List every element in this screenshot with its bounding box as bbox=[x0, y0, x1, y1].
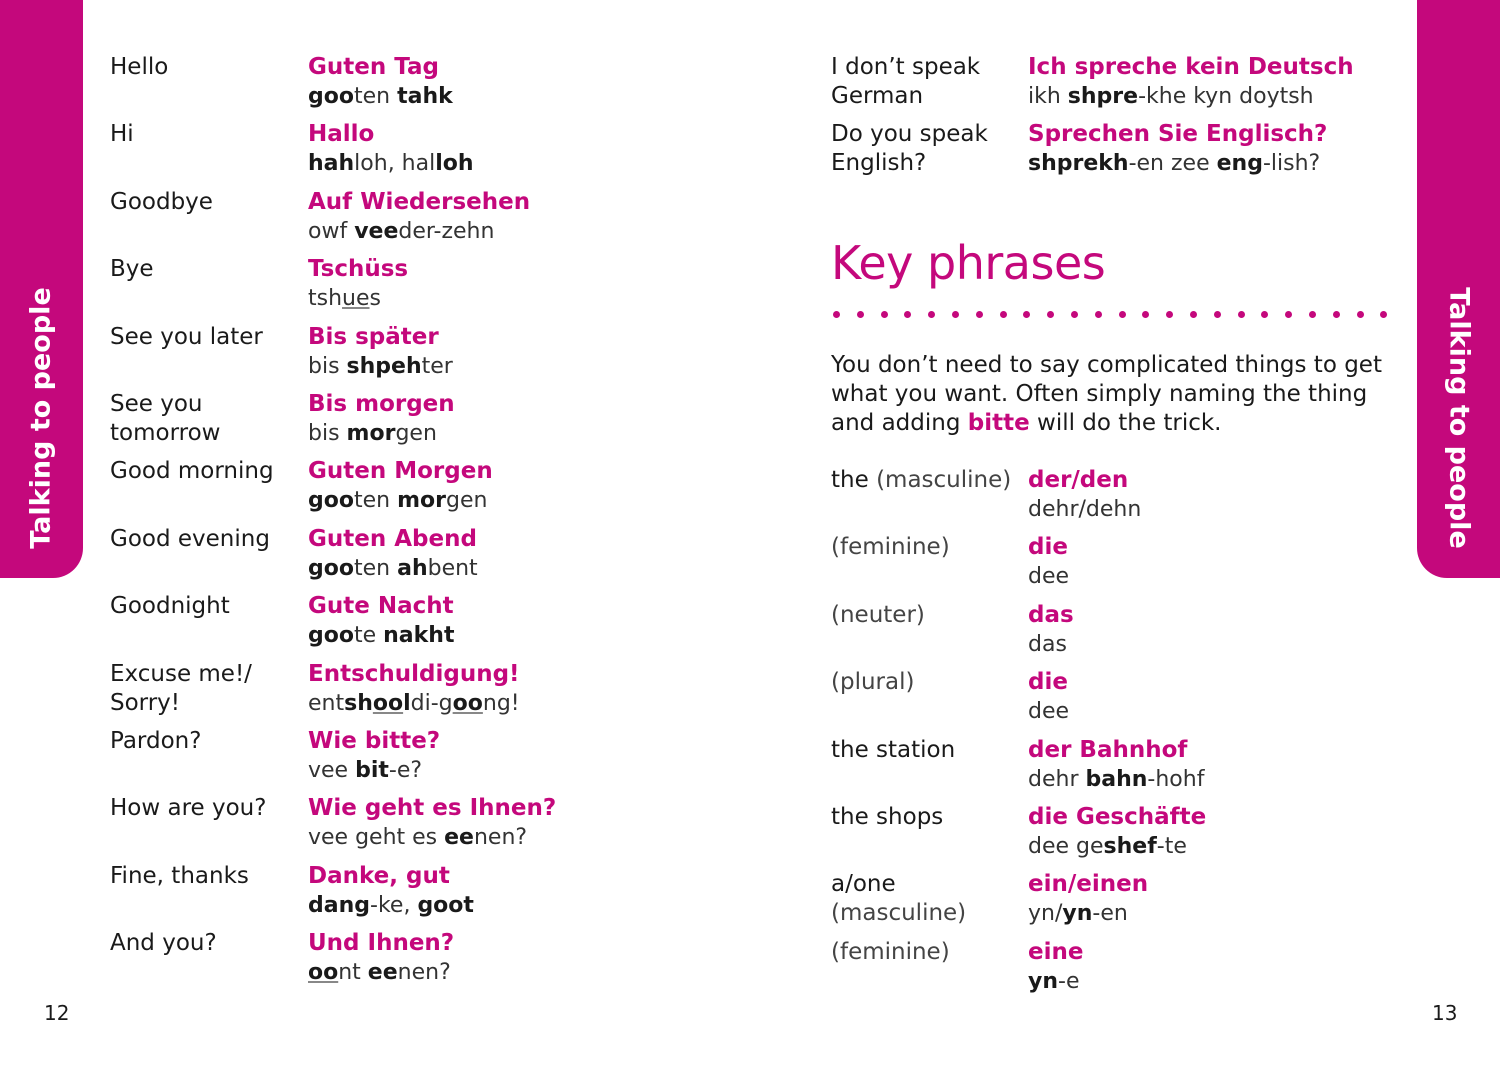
english-phrase: Do you speak bbox=[831, 121, 988, 148]
english-phrase: the (masculine) bbox=[831, 467, 1012, 493]
divider-dot bbox=[857, 311, 864, 318]
pronunciation: dee geshef-te bbox=[1028, 834, 1187, 859]
german-phrase: ein/einen bbox=[1028, 871, 1149, 898]
german-phrase: Bis morgen bbox=[308, 391, 455, 417]
intro-paragraph bbox=[831, 351, 1391, 438]
divider-dot bbox=[952, 311, 959, 318]
english-phrase: (neuter) bbox=[831, 601, 925, 628]
intro-highlight: bitte bbox=[967, 410, 1030, 436]
english-phrase: Pardon? bbox=[110, 728, 202, 754]
section-title: Key phrases bbox=[831, 236, 1106, 290]
english-phrase: I don’t speak bbox=[831, 54, 981, 80]
english-phrase: Hi bbox=[110, 121, 134, 148]
pronunciation: gooten morgen bbox=[308, 488, 488, 514]
divider-dot bbox=[1190, 311, 1197, 318]
english-phrase: the shops bbox=[831, 804, 944, 830]
english-phrase: Excuse me!/ bbox=[110, 660, 252, 687]
english-phrase: German bbox=[831, 83, 924, 109]
german-phrase: Wie geht es Ihnen? bbox=[308, 795, 557, 822]
german-phrase: Entschuldigung! bbox=[308, 660, 520, 687]
side-tab-label: Talking to people bbox=[25, 287, 57, 549]
pronunciation: goote nakht bbox=[308, 623, 455, 649]
english-phrase: Sorry! bbox=[110, 689, 181, 716]
german-phrase: Wie bitte? bbox=[308, 728, 441, 754]
german-phrase: Tschüss bbox=[308, 256, 409, 283]
divider-dot bbox=[1142, 311, 1149, 318]
divider-dot bbox=[1000, 311, 1007, 318]
divider-dot bbox=[1261, 311, 1268, 318]
german-phrase: die Geschäfte bbox=[1028, 804, 1207, 830]
english-phrase: And you? bbox=[110, 930, 217, 957]
german-phrase: die bbox=[1028, 669, 1068, 696]
pronunciation: dehr/dehn bbox=[1028, 497, 1142, 522]
pronunciation: dehr bahn-hohf bbox=[1028, 766, 1205, 792]
pronunciation: vee bit-e? bbox=[308, 758, 423, 783]
pronunciation: entshooldi-goong! bbox=[308, 690, 520, 716]
divider-dot bbox=[1285, 311, 1292, 318]
english-phrase: the station bbox=[831, 736, 956, 763]
divider-dot bbox=[1023, 311, 1030, 318]
divider-dot bbox=[1309, 311, 1316, 318]
english-phrase: tomorrow bbox=[110, 420, 221, 446]
english-phrase: Goodbye bbox=[110, 188, 213, 215]
english-phrase: Good evening bbox=[110, 525, 270, 552]
divider-dot bbox=[1095, 311, 1102, 318]
german-phrase: Auf Wiedersehen bbox=[308, 188, 531, 215]
side-tab-label: Talking to people bbox=[1443, 287, 1475, 549]
english-phrase: See you later bbox=[110, 323, 263, 350]
german-phrase: Hallo bbox=[308, 121, 375, 148]
german-phrase: die bbox=[1028, 534, 1068, 561]
german-phrase: Danke, gut bbox=[308, 862, 450, 889]
german-phrase: Ich spreche kein Deutsch bbox=[1028, 54, 1354, 80]
english-phrase: Bye bbox=[110, 256, 154, 283]
pronunciation: dee bbox=[1028, 564, 1070, 590]
pronunciation: bis shpehter bbox=[308, 353, 453, 379]
pronunciation: owf veeder-zehn bbox=[308, 218, 495, 244]
pronunciation: yn/yn-en bbox=[1028, 901, 1128, 927]
divider-dot bbox=[1238, 311, 1245, 318]
pronunciation: yn-e bbox=[1028, 968, 1080, 994]
pronunciation: dang-ke, goot bbox=[308, 892, 474, 918]
english-phrase: (masculine) bbox=[831, 900, 967, 927]
pronunciation: gooten tahk bbox=[308, 84, 453, 109]
pronunciation: das bbox=[1028, 631, 1067, 657]
page-number-left: 12 bbox=[44, 1001, 70, 1025]
divider-dot bbox=[928, 311, 935, 318]
pronunciation: dee bbox=[1028, 699, 1070, 725]
german-phrase: Guten Tag bbox=[308, 54, 439, 80]
english-phrase: Good morning bbox=[110, 458, 274, 485]
divider-dot bbox=[833, 311, 840, 318]
divider-dot bbox=[1071, 311, 1078, 318]
english-phrase: Goodnight bbox=[110, 593, 230, 620]
pronunciation: oont eenen? bbox=[308, 960, 451, 986]
english-phrase: (feminine) bbox=[831, 938, 950, 965]
intro-text: will do the trick. bbox=[1029, 410, 1222, 436]
pronunciation: bis morgen bbox=[308, 421, 437, 446]
english-phrase: Hello bbox=[110, 54, 169, 80]
page-number-right: 13 bbox=[1432, 1001, 1458, 1025]
german-phrase: Und Ihnen? bbox=[308, 930, 455, 957]
english-phrase: How are you? bbox=[110, 795, 267, 822]
german-phrase: der/den bbox=[1028, 467, 1129, 493]
intro-text: You don’t need to say complicated things to get what you want. Often simply naming the thing and adding bbox=[831, 352, 1382, 436]
pronunciation: shprekh-en zee eng-lish? bbox=[1028, 151, 1321, 177]
english-phrase: (plural) bbox=[831, 669, 915, 696]
divider-dot bbox=[904, 311, 911, 318]
divider-dot bbox=[881, 311, 888, 318]
german-phrase: das bbox=[1028, 601, 1074, 628]
german-phrase: Guten Morgen bbox=[308, 458, 493, 485]
german-phrase: Sprechen Sie Englisch? bbox=[1028, 121, 1328, 148]
divider-dot bbox=[1166, 311, 1173, 318]
divider-dot bbox=[1333, 311, 1340, 318]
divider-dot bbox=[1214, 311, 1221, 318]
pronunciation: vee geht es eenen? bbox=[308, 825, 528, 851]
english-phrase: (feminine) bbox=[831, 534, 950, 561]
side-tab-right bbox=[1417, 0, 1500, 578]
german-phrase: Guten Abend bbox=[308, 525, 477, 552]
german-phrase: Bis später bbox=[308, 323, 439, 350]
german-phrase: Gute Nacht bbox=[308, 593, 454, 620]
divider-dot bbox=[1380, 311, 1387, 318]
german-phrase: eine bbox=[1028, 938, 1084, 965]
english-phrase: See you bbox=[110, 391, 203, 417]
divider-dot bbox=[1047, 311, 1054, 318]
pronunciation: gooten ahbent bbox=[308, 555, 478, 581]
english-phrase: a/one bbox=[831, 871, 896, 898]
divider-dot bbox=[976, 311, 983, 318]
pronunciation: ikh shpre-khe kyn doytsh bbox=[1028, 84, 1314, 109]
pronunciation: tshues bbox=[308, 286, 381, 312]
divider-dot bbox=[1119, 311, 1126, 318]
divider-dot bbox=[1357, 311, 1364, 318]
german-phrase: der Bahnhof bbox=[1028, 736, 1188, 763]
pronunciation: hahloh, halloh bbox=[308, 151, 474, 177]
english-phrase: Fine, thanks bbox=[110, 862, 249, 889]
side-tab-left bbox=[0, 0, 83, 578]
dotted-divider bbox=[833, 311, 1389, 319]
english-phrase: English? bbox=[831, 150, 927, 177]
